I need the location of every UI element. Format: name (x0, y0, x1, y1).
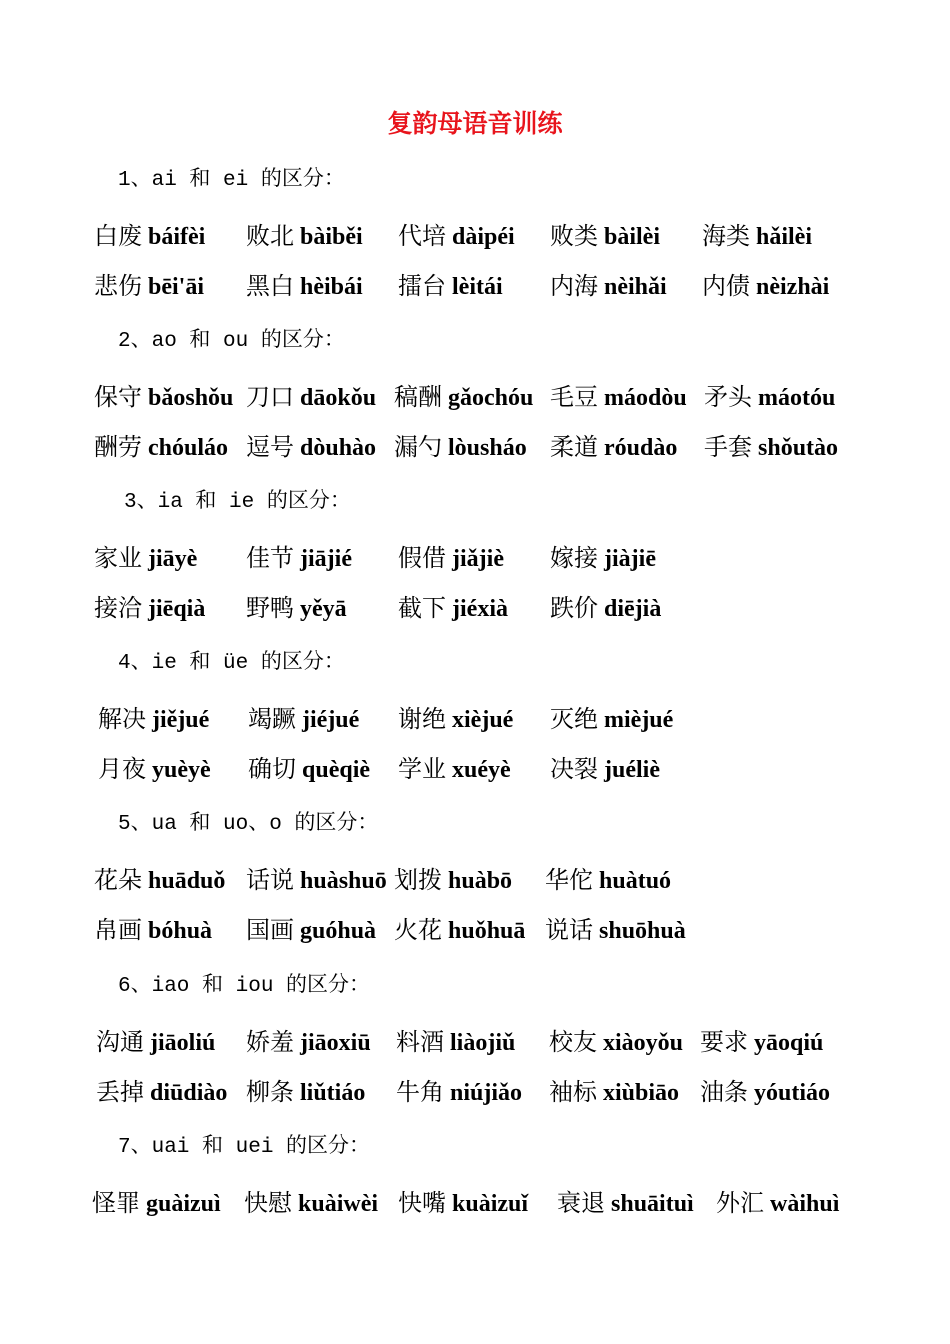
word-item (244, 1185, 378, 1221)
word-item (248, 751, 370, 787)
word-hanzi: 衰退 (557, 1189, 605, 1217)
word-hanzi: 月夜 (98, 755, 146, 783)
word-item (94, 429, 228, 465)
word-item (550, 218, 660, 254)
word-hanzi: 校友 (549, 1028, 597, 1056)
word-item (398, 1185, 528, 1221)
word-hanzi: 代培 (398, 222, 446, 250)
word-pinyin: yāoqiú (754, 1030, 824, 1056)
word-pinyin: kuàizuǐ (452, 1191, 529, 1217)
word-hanzi: 怪罪 (92, 1189, 140, 1217)
word-hanzi: 刀口 (246, 383, 294, 411)
word-pinyin: jiéjué (302, 707, 360, 733)
word-row (0, 1185, 950, 1221)
word-item (246, 429, 376, 465)
word-pinyin: bǎoshǒu (148, 385, 234, 411)
word-pinyin: shuōhuà (599, 918, 686, 944)
word-row (0, 218, 950, 254)
word-item (398, 751, 511, 787)
word-hanzi: 保守 (94, 383, 142, 411)
word-pinyin: dòuhào (300, 435, 377, 461)
word-pinyin: máodòu (604, 385, 687, 411)
word-hanzi: 外汇 (716, 1189, 764, 1217)
word-row (0, 912, 950, 948)
word-pinyin: jiājié (300, 546, 352, 572)
word-hanzi: 划拨 (394, 866, 442, 894)
word-hanzi: 悲伤 (94, 272, 142, 300)
word-pinyin: dāokǒu (300, 385, 377, 411)
word-item (557, 1185, 694, 1221)
word-item (98, 701, 209, 737)
word-pinyin: róudào (604, 435, 678, 461)
word-pinyin: yóutiáo (754, 1080, 831, 1106)
document-title: 复韵母语音训练 (387, 109, 563, 138)
word-item (246, 912, 376, 948)
word-item (550, 268, 667, 304)
word-item (398, 590, 508, 626)
word-item (394, 429, 527, 465)
word-hanzi: 家业 (94, 544, 142, 572)
word-item (94, 540, 197, 576)
word-pinyin: jiāoxiū (300, 1030, 371, 1056)
word-item (92, 1185, 221, 1221)
word-item (702, 268, 829, 304)
word-pinyin: jiějué (152, 707, 210, 733)
word-pinyin: nèihǎi (604, 274, 667, 300)
word-item (549, 1074, 679, 1110)
word-pinyin: bàiběi (300, 224, 363, 250)
word-pinyin: liǔtiáo (300, 1080, 366, 1106)
word-pinyin: xièjué (452, 707, 514, 733)
word-item (550, 540, 656, 576)
word-hanzi: 柔道 (550, 433, 598, 461)
word-item (94, 590, 205, 626)
word-pinyin: jiāyè (148, 546, 198, 572)
word-hanzi: 话说 (246, 866, 294, 894)
word-pinyin: jiāoliú (150, 1030, 216, 1056)
word-pinyin: quèqiè (302, 757, 371, 783)
section-heading: 1、ai 和 ei 的区分： (118, 169, 345, 192)
word-item (394, 912, 525, 948)
word-item (94, 379, 233, 415)
word-pinyin: diūdiào (150, 1080, 228, 1106)
word-pinyin: máotóu (758, 385, 836, 411)
word-pinyin: nèizhài (756, 274, 830, 300)
section-heading: 3、ia 和 ie 的区分： (124, 491, 351, 514)
word-row (0, 429, 950, 465)
word-pinyin: gǎochóu (448, 385, 534, 411)
word-hanzi: 接洽 (94, 594, 142, 622)
word-hanzi: 说话 (545, 916, 593, 944)
word-hanzi: 内债 (702, 272, 750, 300)
section-heading: 4、ie 和 üe 的区分： (118, 652, 345, 675)
word-item (396, 1074, 522, 1110)
word-item (700, 1074, 830, 1110)
word-item (94, 912, 212, 948)
word-pinyin: dàipéi (452, 224, 515, 250)
word-pinyin: guóhuà (300, 918, 377, 944)
word-hanzi: 竭蹶 (248, 705, 296, 733)
word-hanzi: 要求 (700, 1028, 748, 1056)
word-hanzi: 国画 (246, 916, 294, 944)
word-pinyin: jiēqià (148, 596, 206, 622)
word-hanzi: 手套 (704, 433, 752, 461)
word-hanzi: 花朵 (94, 866, 142, 894)
word-item (94, 862, 225, 898)
word-item (716, 1185, 839, 1221)
word-hanzi: 黑白 (246, 272, 294, 300)
word-hanzi: 丢掉 (96, 1078, 144, 1106)
word-pinyin: huàshuō (300, 868, 387, 894)
word-item (550, 751, 660, 787)
word-hanzi: 华佗 (545, 866, 593, 894)
word-hanzi: 确切 (248, 755, 296, 783)
word-pinyin: hǎilèi (756, 224, 813, 250)
word-hanzi: 逗号 (246, 433, 294, 461)
word-row (0, 379, 950, 415)
word-hanzi: 油条 (700, 1078, 748, 1106)
word-pinyin: bàilèi (604, 224, 661, 250)
word-hanzi: 截下 (398, 594, 446, 622)
word-item (545, 862, 671, 898)
word-pinyin: yěyā (300, 596, 347, 622)
word-item (98, 751, 211, 787)
word-item (246, 268, 363, 304)
word-pinyin: huāduǒ (148, 868, 226, 894)
word-pinyin: liàojiǔ (450, 1030, 516, 1056)
word-pinyin: xiàoyǒu (603, 1030, 684, 1056)
word-hanzi: 白废 (94, 222, 142, 250)
word-hanzi: 火花 (394, 916, 442, 944)
word-pinyin: yuèyè (152, 757, 211, 783)
word-item (246, 862, 387, 898)
word-hanzi: 嫁接 (550, 544, 598, 572)
word-item (246, 218, 363, 254)
word-hanzi: 佳节 (246, 544, 294, 572)
word-row (0, 268, 950, 304)
word-row (0, 1074, 950, 1110)
word-hanzi: 沟通 (96, 1028, 144, 1056)
word-hanzi: 败类 (550, 222, 598, 250)
word-hanzi: 决裂 (550, 755, 598, 783)
word-item (398, 540, 504, 576)
word-item (550, 379, 687, 415)
word-hanzi: 跌价 (550, 594, 598, 622)
word-pinyin: xuéyè (452, 757, 511, 783)
word-hanzi: 学业 (398, 755, 446, 783)
word-item (398, 268, 503, 304)
word-item (702, 218, 812, 254)
word-item (700, 1024, 823, 1060)
word-pinyin: kuàiwèi (298, 1191, 379, 1217)
word-hanzi: 野鸭 (246, 594, 294, 622)
word-hanzi: 毛豆 (550, 383, 598, 411)
word-hanzi: 内海 (550, 272, 598, 300)
word-hanzi: 快嘴 (398, 1189, 446, 1217)
word-pinyin: niújiǎo (450, 1080, 523, 1106)
section-heading: 5、ua 和 uo、o 的区分： (118, 813, 379, 836)
word-pinyin: guàizuì (146, 1191, 221, 1217)
word-pinyin: lèitái (452, 274, 503, 300)
word-pinyin: huǒhuā (448, 918, 526, 944)
word-hanzi: 矛头 (704, 383, 752, 411)
word-pinyin: shǒutào (758, 435, 839, 461)
word-item (246, 1074, 365, 1110)
word-item (398, 218, 515, 254)
word-item (246, 540, 352, 576)
word-pinyin: xiùbiāo (603, 1080, 680, 1106)
word-item (394, 862, 512, 898)
word-row (0, 701, 950, 737)
word-item (398, 701, 513, 737)
word-item (94, 218, 205, 254)
word-item (248, 701, 359, 737)
word-pinyin: shuāituì (611, 1191, 694, 1217)
word-pinyin: chóuláo (148, 435, 229, 461)
word-item (396, 1024, 515, 1060)
word-hanzi: 灭绝 (550, 705, 598, 733)
word-item (549, 1024, 683, 1060)
word-hanzi: 牛角 (396, 1078, 444, 1106)
word-hanzi: 漏勺 (394, 433, 442, 461)
word-item (550, 590, 661, 626)
word-row (0, 751, 950, 787)
word-item (704, 379, 835, 415)
word-item (550, 701, 673, 737)
word-pinyin: jiéxià (452, 596, 508, 622)
word-item (246, 1024, 371, 1060)
word-pinyin: báifèi (148, 224, 206, 250)
word-pinyin: bēi'āi (148, 274, 205, 300)
word-hanzi: 娇羞 (246, 1028, 294, 1056)
word-item (550, 429, 677, 465)
section-heading: 6、iao 和 iou 的区分： (118, 975, 371, 998)
word-item (96, 1074, 227, 1110)
word-pinyin: juéliè (604, 757, 660, 783)
word-hanzi: 擂台 (398, 272, 446, 300)
word-item (704, 429, 838, 465)
word-pinyin: huàbō (448, 868, 513, 894)
word-pinyin: lòusháo (448, 435, 527, 461)
word-hanzi: 谢绝 (398, 705, 446, 733)
word-item (94, 268, 204, 304)
word-row (0, 1024, 950, 1060)
section-heading: 7、uai 和 uei 的区分： (118, 1136, 371, 1159)
word-item (394, 379, 533, 415)
word-pinyin: bóhuà (148, 918, 213, 944)
word-item (246, 590, 347, 626)
word-hanzi: 稿酬 (394, 383, 442, 411)
word-item (246, 379, 376, 415)
word-pinyin: huàtuó (599, 868, 672, 894)
section-heading: 2、ao 和 ou 的区分： (118, 330, 345, 353)
word-hanzi: 酬劳 (94, 433, 142, 461)
word-hanzi: 败北 (246, 222, 294, 250)
word-hanzi: 假借 (398, 544, 446, 572)
word-row (0, 540, 950, 576)
word-hanzi: 袖标 (549, 1078, 597, 1106)
word-row (0, 590, 950, 626)
word-hanzi: 解决 (98, 705, 146, 733)
word-row (0, 862, 950, 898)
word-hanzi: 快慰 (244, 1189, 292, 1217)
word-hanzi: 海类 (702, 222, 750, 250)
word-pinyin: mièjué (604, 707, 674, 733)
word-hanzi: 帛画 (94, 916, 142, 944)
word-pinyin: jiàjiē (604, 546, 656, 572)
word-pinyin: diējià (604, 596, 662, 622)
word-item (545, 912, 686, 948)
word-pinyin: wàihuì (770, 1191, 840, 1217)
word-hanzi: 柳条 (246, 1078, 294, 1106)
word-pinyin: hèibái (300, 274, 363, 300)
word-hanzi: 料酒 (396, 1028, 444, 1056)
word-pinyin: jiǎjiè (452, 546, 504, 572)
word-item (96, 1024, 215, 1060)
